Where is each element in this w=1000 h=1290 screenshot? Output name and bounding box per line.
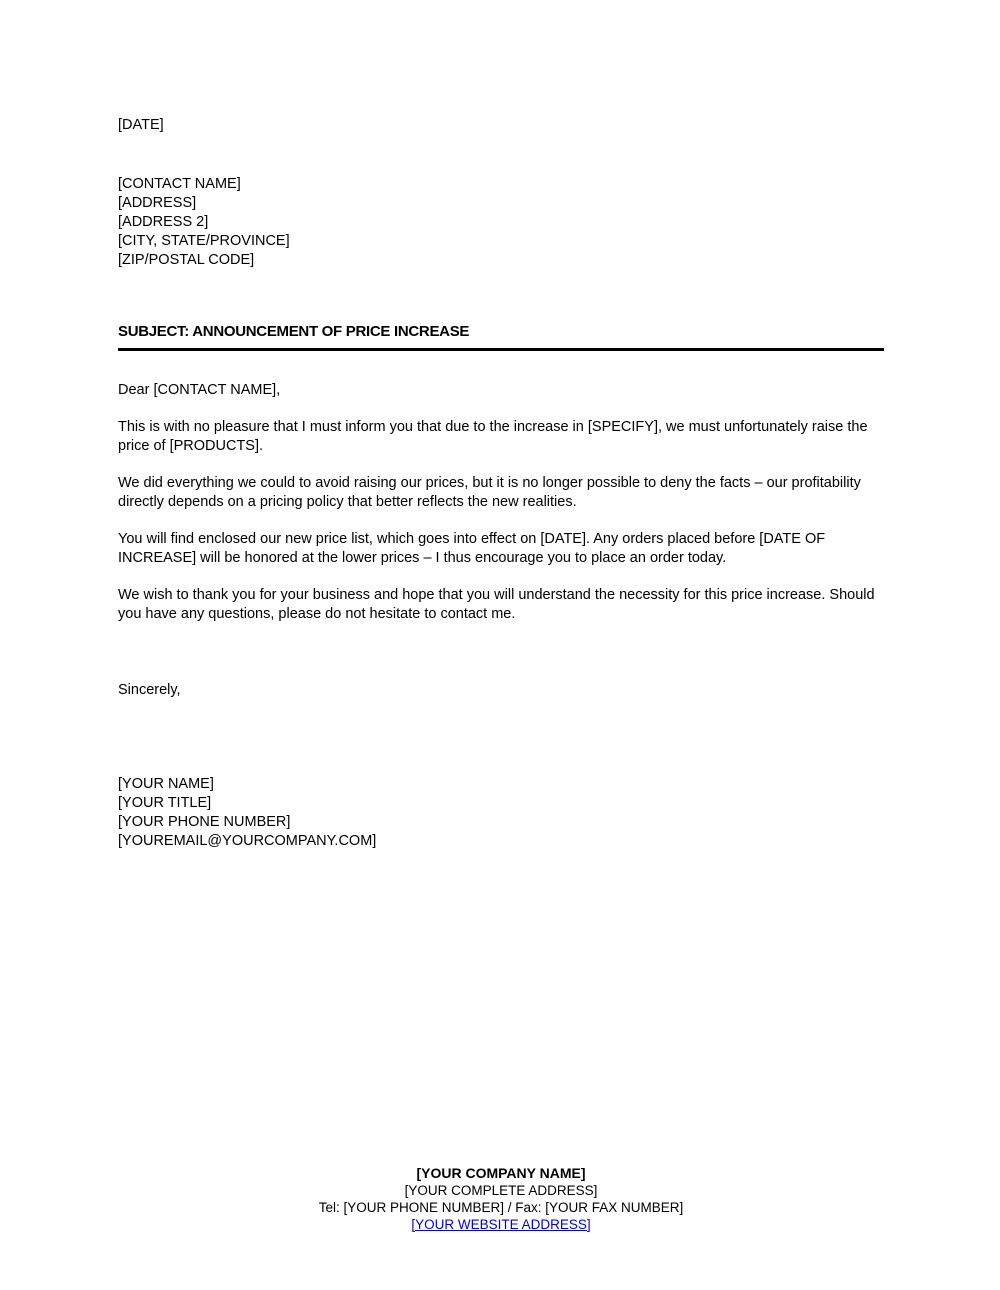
signature-block	[118, 775, 376, 851]
date-line: [DATE]	[118, 117, 164, 133]
footer-company-name: [YOUR COMPANY NAME]	[416, 1165, 586, 1181]
footer-tel-fax: Tel: [YOUR PHONE NUMBER] / Fax: [YOUR FAX NUMBER]	[318, 1200, 684, 1215]
recipient-block	[118, 175, 290, 270]
paragraph-2: We did everything we could to avoid raising our prices, but it is no longer possible to deny the facts – our profitability directly depends on a pricing policy that better reflects the new realities.	[118, 475, 861, 510]
signature-name: [YOUR NAME]	[118, 776, 214, 792]
subject-heading: SUBJECT: ANNOUNCEMENT OF PRICE INCREASE	[118, 323, 470, 340]
recipient-name: [CONTACT NAME]	[118, 176, 241, 192]
letter-body	[118, 418, 884, 642]
company-footer	[118, 1165, 884, 1233]
recipient-zip: [ZIP/POSTAL CODE]	[118, 252, 255, 268]
footer-address: [YOUR COMPLETE ADDRESS]	[404, 1183, 598, 1198]
paragraph-1: This is with no pleasure that I must inform you that due to the increase in [SPECIFY], we must unfortunately raise the price of [PRODUCTS].	[118, 419, 868, 454]
paragraph-3: You will find enclosed our new price list, which goes into effect on [DATE]. Any orders placed before [DATE OF INCREASE] will be honored at the lower prices – I thus encourage you to place an order today.	[118, 531, 826, 566]
paragraph-4: We wish to thank you for your business and hope that you will understand the necessity for this price increase. Should you have any questions, please do not hesitate to contact me.	[118, 587, 875, 622]
signature-email: [YOUREMAIL@YOURCOMPANY.COM]	[118, 833, 377, 849]
recipient-address1: [ADDRESS]	[118, 195, 197, 211]
salutation: Dear [CONTACT NAME],	[118, 382, 281, 398]
signature-phone: [YOUR PHONE NUMBER]	[118, 814, 291, 830]
footer-website-link[interactable]: [YOUR WEBSITE ADDRESS]	[411, 1217, 591, 1232]
subject-divider-rule	[118, 348, 884, 351]
closing: Sincerely,	[118, 682, 181, 698]
signature-title: [YOUR TITLE]	[118, 795, 212, 811]
recipient-city-state: [CITY, STATE/PROVINCE]	[118, 233, 290, 249]
recipient-address2: [ADDRESS 2]	[118, 214, 209, 230]
